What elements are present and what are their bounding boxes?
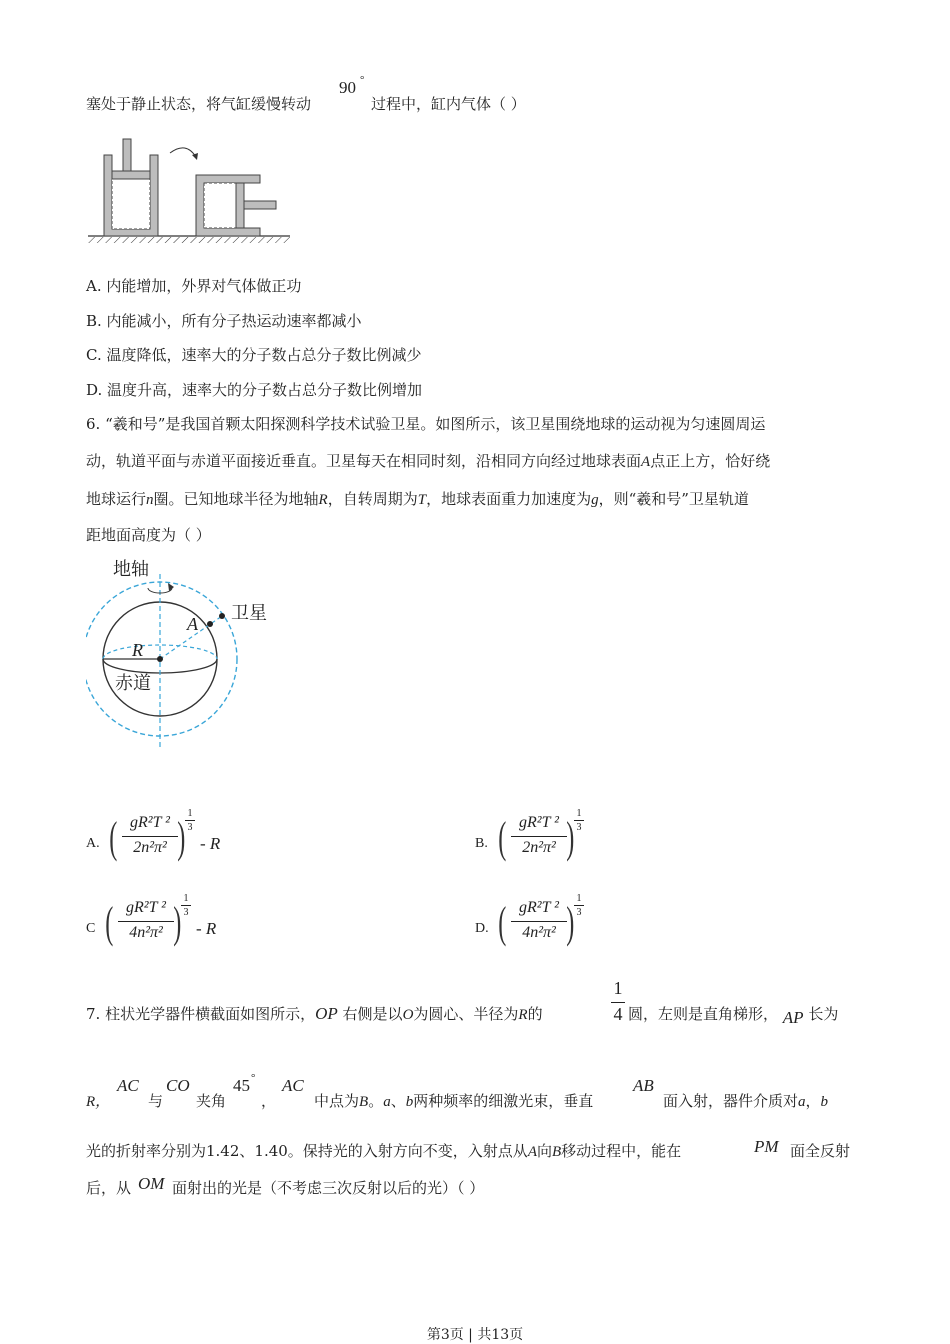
q7-line-3-end: 面全反射 — [790, 1142, 851, 1160]
radius-label: R — [132, 640, 143, 660]
q5-option-b[interactable]: B. 内能减小，所有分子热运动速率都减小 — [86, 312, 362, 330]
q6-line-1: 6. “羲和号”是我国首颗太阳探测科学技术试验卫星。如图所示，该卫星围绕地球的运动视为匀速圆周运 — [86, 415, 766, 433]
q5-stem-b: 过程中，缸内气体（ ） — [371, 95, 526, 113]
q7-angle-text: 夹角 — [196, 1092, 227, 1110]
q7-line-2-mid: 中点为B。a、b两种频率的细激光束，垂直 — [314, 1092, 594, 1110]
fraction: gR²T ² 2n²π² — [507, 812, 571, 868]
q7-pm: PM — [754, 1137, 779, 1156]
exponent: 1 3 — [574, 808, 584, 833]
q7-comma: ， — [261, 1092, 277, 1110]
fraction: gR²T ² 4n²π² — [114, 897, 178, 953]
q7-line-2-start: R， — [86, 1094, 111, 1110]
q7-line-4-end: 面射出的光是（不考虑三次反射以后的光）（ ） — [172, 1179, 485, 1197]
page-footer: 第3页 | 共13页 — [426, 1327, 524, 1343]
q7-ac-2: AC — [282, 1076, 304, 1095]
q5-angle: 90 — [339, 78, 356, 97]
fraction: gR²T ² 2n²π² — [118, 812, 182, 868]
cylinder-figure — [86, 135, 296, 247]
q7-line-1b: 圆，左则是直角梯形， AP 长为 — [628, 1005, 839, 1027]
q7-om: OM — [138, 1174, 165, 1193]
q5-degree: ° — [360, 74, 365, 86]
q7-line-2-end: 面入射，器件介质对a，b — [663, 1092, 829, 1110]
q7-angle: 45 — [233, 1076, 250, 1095]
q7-with: 与 — [148, 1092, 164, 1110]
q5-option-a[interactable]: A. 内能增加，外界对气体做正功 — [86, 277, 302, 295]
q6-line-2: 动，轨道平面与赤道平面接近垂直。卫星每天在相同时刻，沿相同方向经过地球表面A点正上方，恰好绕 — [86, 452, 771, 470]
q7-degree: ° — [251, 1072, 256, 1084]
q7-line-1a: 7. 柱状光学器件横截面如图所示，OP 右侧是以O为圆心、半径为R的 — [86, 1004, 543, 1023]
q5-option-d[interactable]: D. 温度升高，速率大的分子数占总分子数比例增加 — [86, 381, 423, 399]
q6-line-4: 距地面高度为（ ） — [86, 526, 211, 544]
exponent: 1 3 — [574, 893, 584, 918]
q7-ac: AC — [117, 1076, 139, 1095]
q7-co: CO — [166, 1076, 190, 1095]
axis-label: 地轴 — [113, 559, 149, 580]
satellite-label: 卫星 — [231, 603, 267, 624]
q6-option-a[interactable]: A. ( gR²T ² 2n²π² ) 1 3 - R — [86, 812, 286, 872]
q7-ab: AB — [633, 1076, 654, 1095]
point-a-label: A — [187, 614, 198, 634]
q5-stem-a: 塞处于静止状态，将气缸缓慢转动 — [86, 95, 312, 113]
q7-line-3: 光的折射率分别为1.42、1.40。保持光的入射方向不变，入射点从A向B移动过程中，能在 — [86, 1142, 682, 1160]
earth-figure — [86, 556, 286, 756]
q6-line-3: 地球运行n圈。已知地球半径为地轴R，自转周期为T，地球表面重力加速度为g，则“羲和号”卫星轨道 — [86, 490, 749, 508]
q6-option-d[interactable]: D. ( gR²T ² 4n²π² ) 1 3 — [475, 897, 675, 957]
fraction: gR²T ² 4n²π² — [507, 897, 571, 953]
exponent: 1 3 — [181, 893, 191, 918]
q6-option-b[interactable]: B. ( gR²T ² 2n²π² ) 1 3 — [475, 812, 675, 872]
q6-option-c[interactable]: C ( gR²T ² 4n²π² ) 1 3 - R — [86, 897, 286, 957]
equator-label: 赤道 — [115, 673, 151, 694]
exponent: 1 3 — [185, 808, 195, 833]
q7-quarter-fraction: 1 4 — [608, 978, 628, 1034]
q5-option-c[interactable]: C. 温度降低，速率大的分子数占总分子数比例减少 — [86, 346, 422, 364]
q7-line-4-start: 后，从 — [86, 1179, 132, 1197]
